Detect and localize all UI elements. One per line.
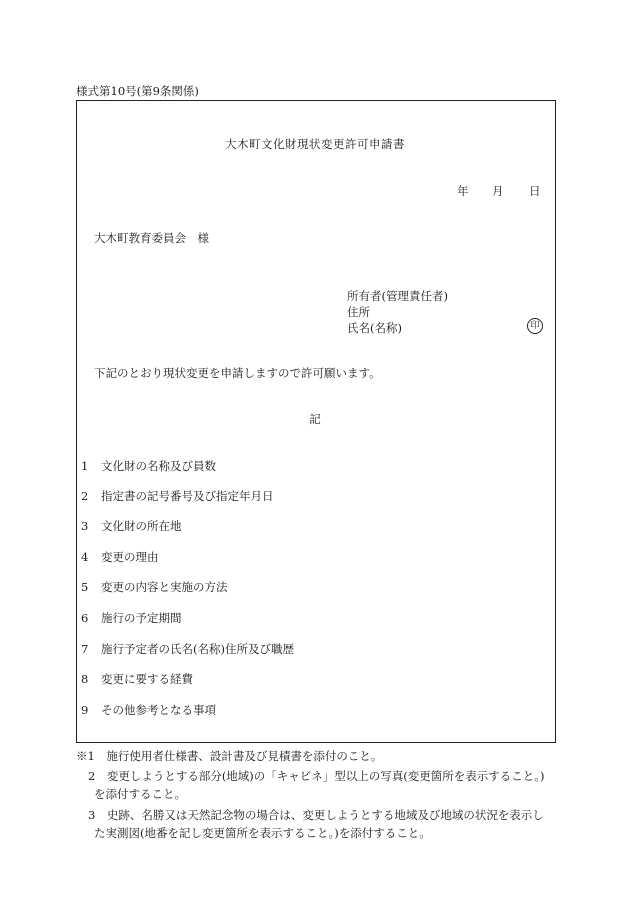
item-text: 文化財の所在地 — [101, 519, 182, 533]
note-2-line-2: を添付すること。 — [94, 787, 186, 801]
list-item — [81, 641, 294, 657]
item-number: 9 — [81, 703, 89, 717]
owner-label: 所有者(管理責任者) — [347, 289, 448, 303]
item-text: 変更の内容と実施の方法 — [101, 580, 228, 594]
item-number: 2 — [81, 489, 89, 503]
form-number-label: 様式第10号(第9条関係) — [76, 84, 199, 98]
note-1: ※1 施行使用者仕様書、設計書及び見積書を添付のこと。 — [76, 749, 383, 763]
list-item — [81, 518, 182, 534]
document-title: 大木町文化財現状変更許可申請書 — [225, 137, 405, 151]
item-text: 文化財の名称及び員数 — [101, 459, 216, 473]
note-2-line-1: 2 変更しようとする部分(地域)の「キャビネ」型以上の写真(変更箇所を表示すること。) — [88, 769, 545, 783]
addressee: 大木町教育委員会 様 — [94, 231, 209, 245]
item-number: 4 — [81, 550, 89, 564]
list-item — [81, 488, 274, 504]
item-number: 5 — [81, 580, 89, 594]
item-text: 施行予定者の氏名(名称)住所及び職歴 — [101, 642, 294, 656]
list-item — [81, 702, 216, 718]
item-number: 3 — [81, 519, 89, 533]
item-number: 8 — [81, 672, 89, 686]
date-day-label: 日 — [529, 184, 541, 198]
ki-heading: 記 — [309, 412, 321, 426]
item-text: 変更の理由 — [101, 550, 159, 564]
list-item — [81, 579, 228, 595]
request-statement: 下記のとおり現状変更を申請しますので許可願います。 — [94, 366, 381, 380]
item-number: 7 — [81, 642, 89, 656]
list-item — [81, 671, 193, 687]
item-text: 指定書の記号番号及び指定年月日 — [101, 489, 274, 503]
item-text: その他参考となる事項 — [101, 703, 216, 717]
name-label: 氏名(名称) — [347, 321, 402, 335]
list-item — [81, 610, 182, 626]
item-text: 施行の予定期間 — [101, 611, 182, 625]
list-item — [81, 458, 216, 474]
seal-icon: 印 — [527, 318, 543, 334]
item-text: 変更に要する経費 — [101, 672, 193, 686]
note-3-line-2: た実測図(地番を記し変更箇所を表示すること。)を添付すること。 — [94, 826, 431, 840]
item-number: 1 — [81, 459, 89, 473]
item-number: 6 — [81, 611, 89, 625]
note-3-line-1: 3 史跡、名勝又は天然記念物の場合は、変更しようとする地域及び地域の状況を表示し — [88, 808, 544, 822]
date-month-label: 月 — [492, 184, 504, 198]
date-year-label: 年 — [457, 184, 469, 198]
address-label: 住所 — [347, 305, 370, 319]
list-item — [81, 549, 159, 565]
